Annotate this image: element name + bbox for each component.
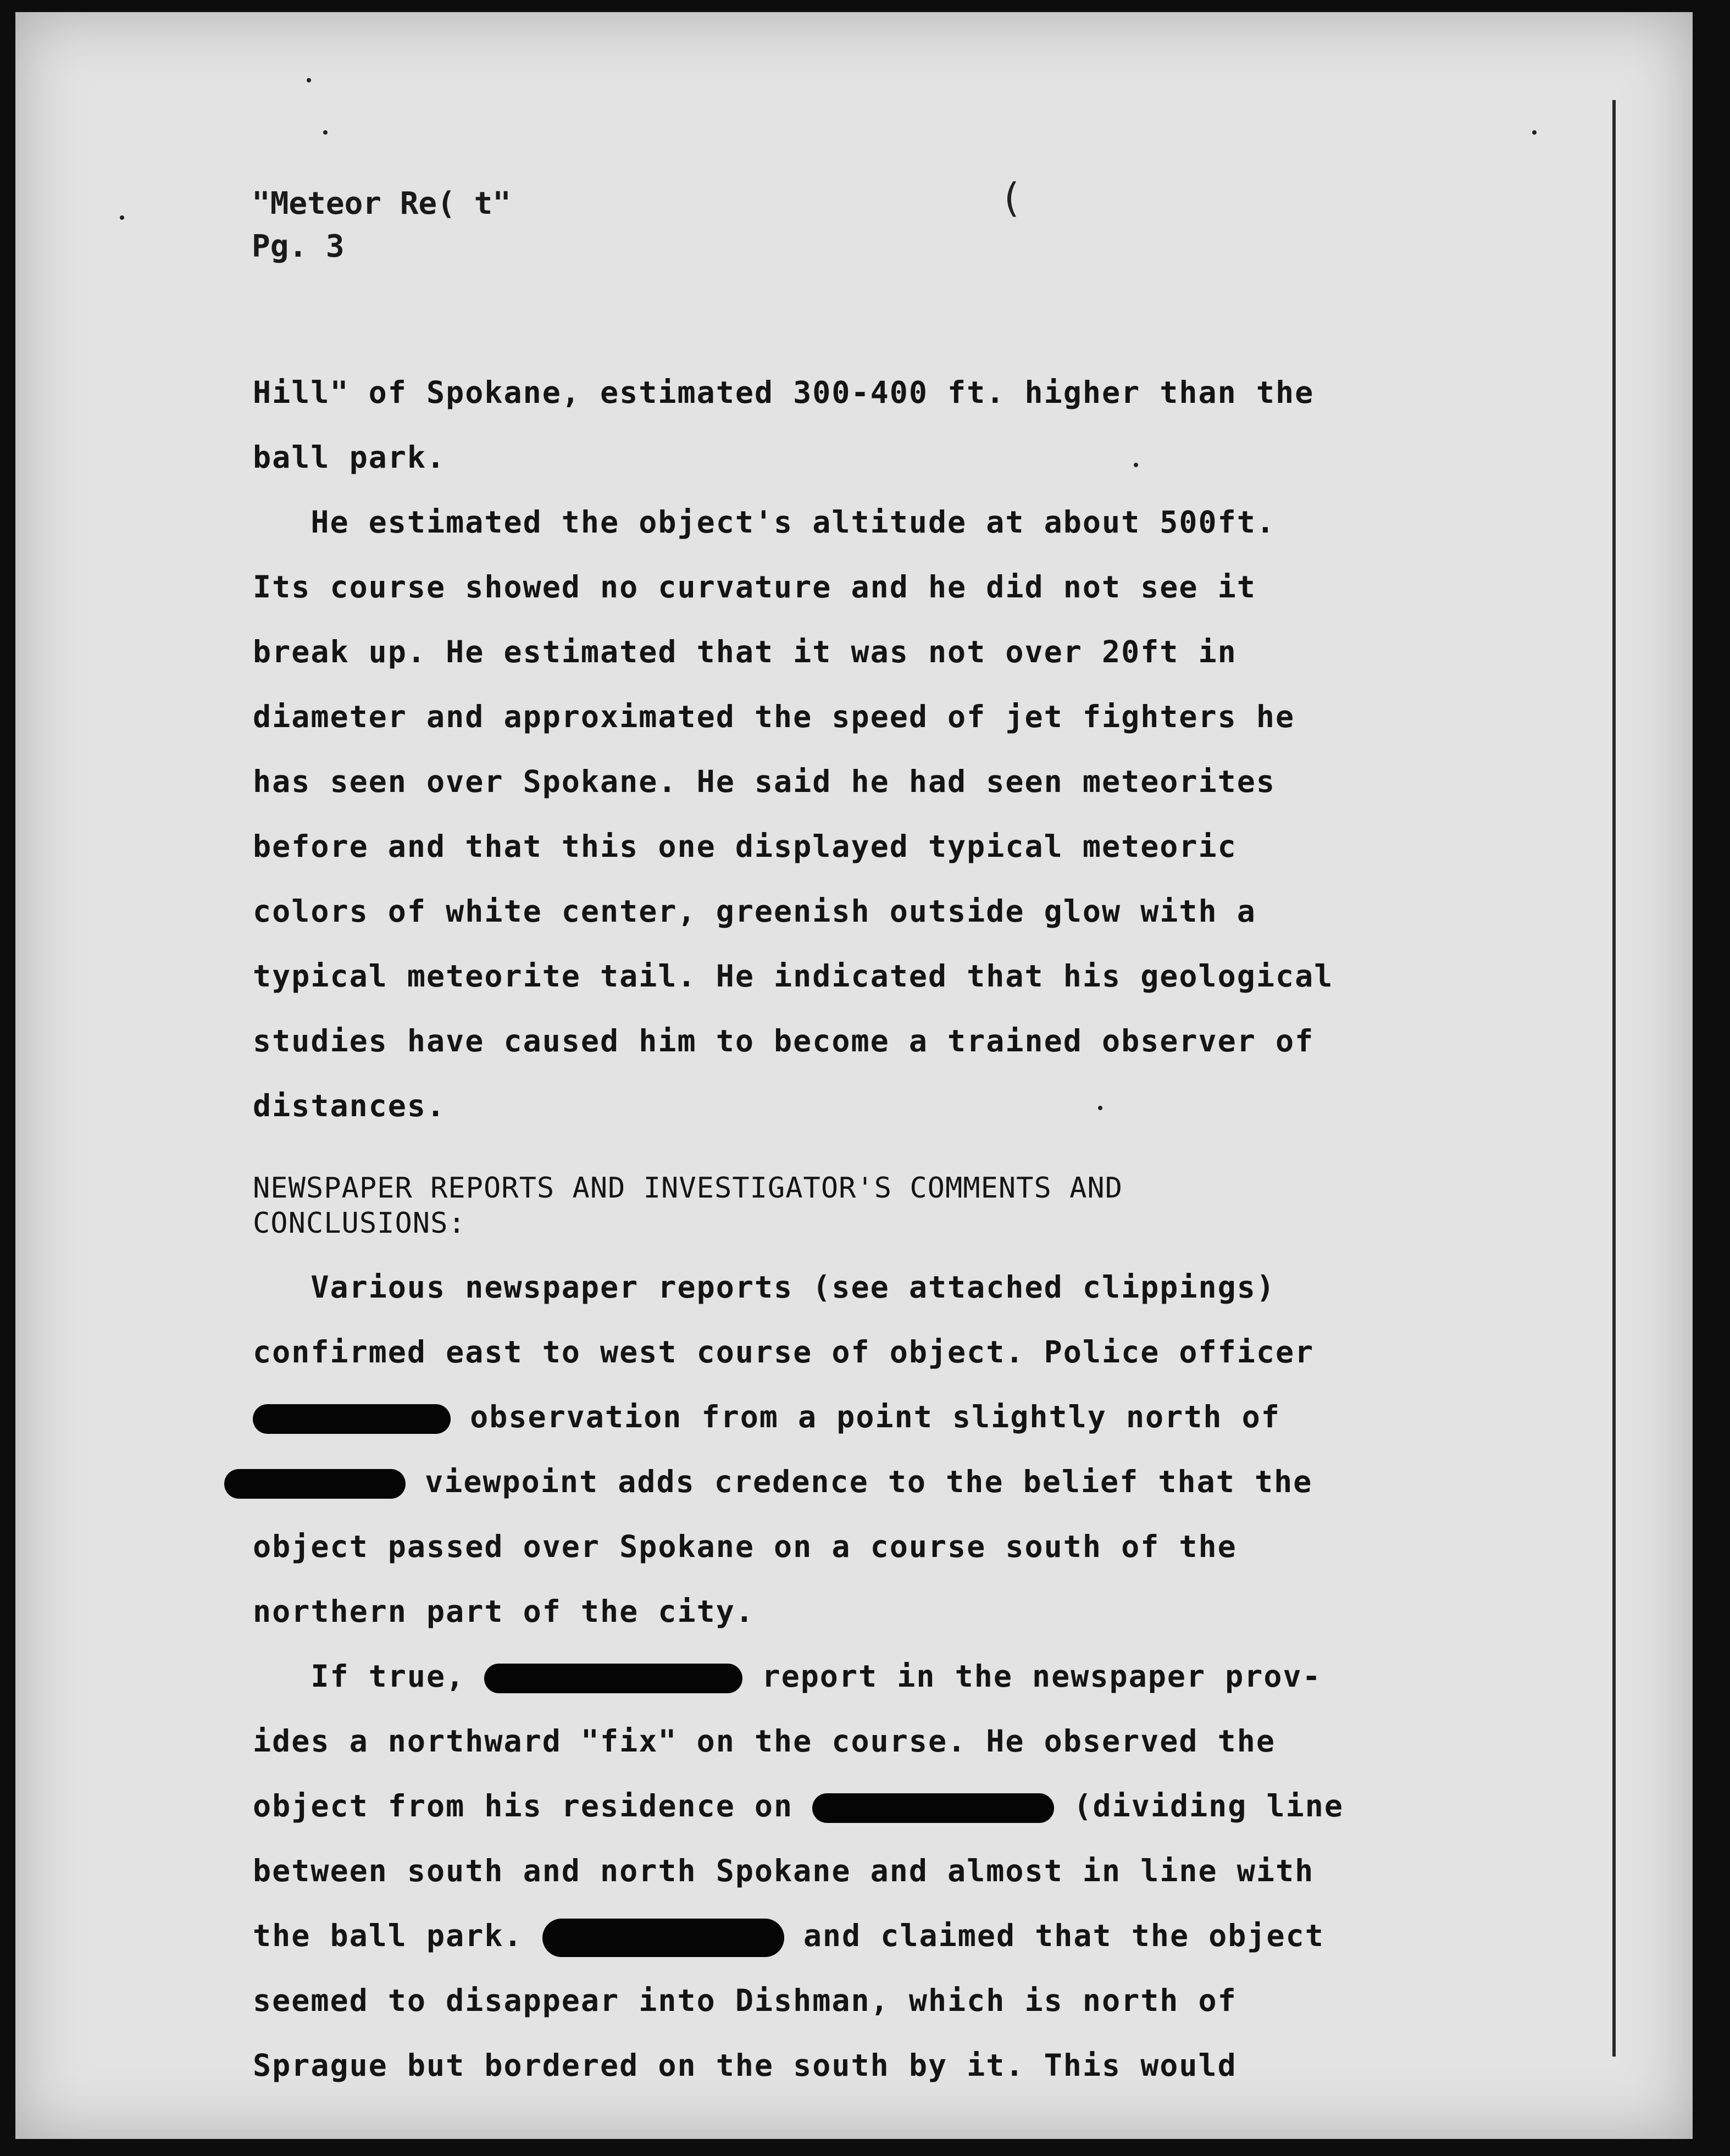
body-line: Sprague but bordered on the south by it. This would bbox=[253, 2048, 1237, 2083]
speck bbox=[1134, 463, 1138, 467]
body-line: ides a northward "fix" on the course. He observed the bbox=[253, 1723, 1276, 1759]
body-line: Hill" of Spokane, estimated 300-400 ft. higher than the bbox=[253, 375, 1315, 410]
speck bbox=[120, 215, 124, 220]
body-line: He estimated the object's altitude at about 500ft. bbox=[253, 505, 1276, 540]
redaction-mark bbox=[484, 1664, 742, 1693]
redaction-mark bbox=[542, 1919, 784, 1957]
body-line: seemed to disappear into Dishman, which is north of bbox=[253, 1983, 1237, 2018]
speck bbox=[323, 130, 328, 135]
speck bbox=[307, 78, 311, 82]
document-page bbox=[15, 12, 1693, 2139]
page-number: Pg. 3 bbox=[252, 229, 345, 264]
body-line: before and that this one displayed typical meteoric bbox=[253, 829, 1237, 864]
redaction-mark bbox=[812, 1793, 1054, 1823]
page-edge-line bbox=[1612, 100, 1616, 2057]
redaction-mark bbox=[253, 1404, 451, 1434]
body-line bbox=[253, 1659, 1322, 1694]
report-title: "Meteor Re( t" bbox=[252, 186, 512, 221]
body-line-text: the ball park. bbox=[253, 1918, 542, 1953]
body-line-text: (dividing line bbox=[1054, 1788, 1344, 1824]
body-line: ball park. bbox=[253, 440, 446, 475]
body-line: confirmed east to west course of object. Police officer bbox=[253, 1334, 1315, 1370]
body-line bbox=[253, 1918, 1324, 1957]
body-line-text: report in the newspaper prov- bbox=[742, 1659, 1322, 1694]
body-line-text: If true, bbox=[253, 1659, 485, 1694]
body-line-text: observation from a point slightly north of bbox=[451, 1399, 1280, 1434]
section-heading: NEWSPAPER REPORTS AND INVESTIGATOR'S COMMENTS AND bbox=[253, 1172, 1123, 1205]
body-line-text: object from his residence on bbox=[253, 1788, 813, 1824]
body-line-text: viewpoint adds credence to the belief that the bbox=[406, 1464, 1313, 1499]
body-line: northern part of the city. bbox=[253, 1594, 755, 1629]
section-heading: CONCLUSIONS: bbox=[253, 1207, 466, 1240]
speck bbox=[1532, 130, 1537, 135]
body-line bbox=[224, 1464, 1312, 1499]
body-line: diameter and approximated the speed of jet fighters he bbox=[253, 699, 1295, 734]
body-line: studies have caused him to become a trained observer of bbox=[253, 1023, 1315, 1058]
body-line: typical meteorite tail. He indicated that his geological bbox=[253, 958, 1334, 994]
body-line: colors of white center, greenish outside glow with a bbox=[253, 894, 1256, 929]
redaction-mark bbox=[224, 1469, 406, 1499]
body-line: has seen over Spokane. He said he had seen meteorites bbox=[253, 764, 1276, 799]
body-line: Its course showed no curvature and he did not see it bbox=[253, 569, 1256, 605]
body-line bbox=[253, 1788, 1344, 1824]
body-line bbox=[253, 1399, 1280, 1434]
body-line: break up. He estimated that it was not over 20ft in bbox=[253, 634, 1237, 669]
body-line: object passed over Spokane on a course south of the bbox=[253, 1529, 1237, 1564]
stray-mark: ( bbox=[999, 175, 1023, 221]
page-header bbox=[252, 182, 511, 268]
body-line: distances. bbox=[253, 1088, 446, 1123]
body-line: between south and north Spokane and almost in line with bbox=[253, 1853, 1315, 1888]
body-line-text: and claimed that the object bbox=[784, 1918, 1324, 1953]
body-line: Various newspaper reports (see attached clippings) bbox=[253, 1270, 1276, 1305]
speck bbox=[1098, 1106, 1102, 1110]
